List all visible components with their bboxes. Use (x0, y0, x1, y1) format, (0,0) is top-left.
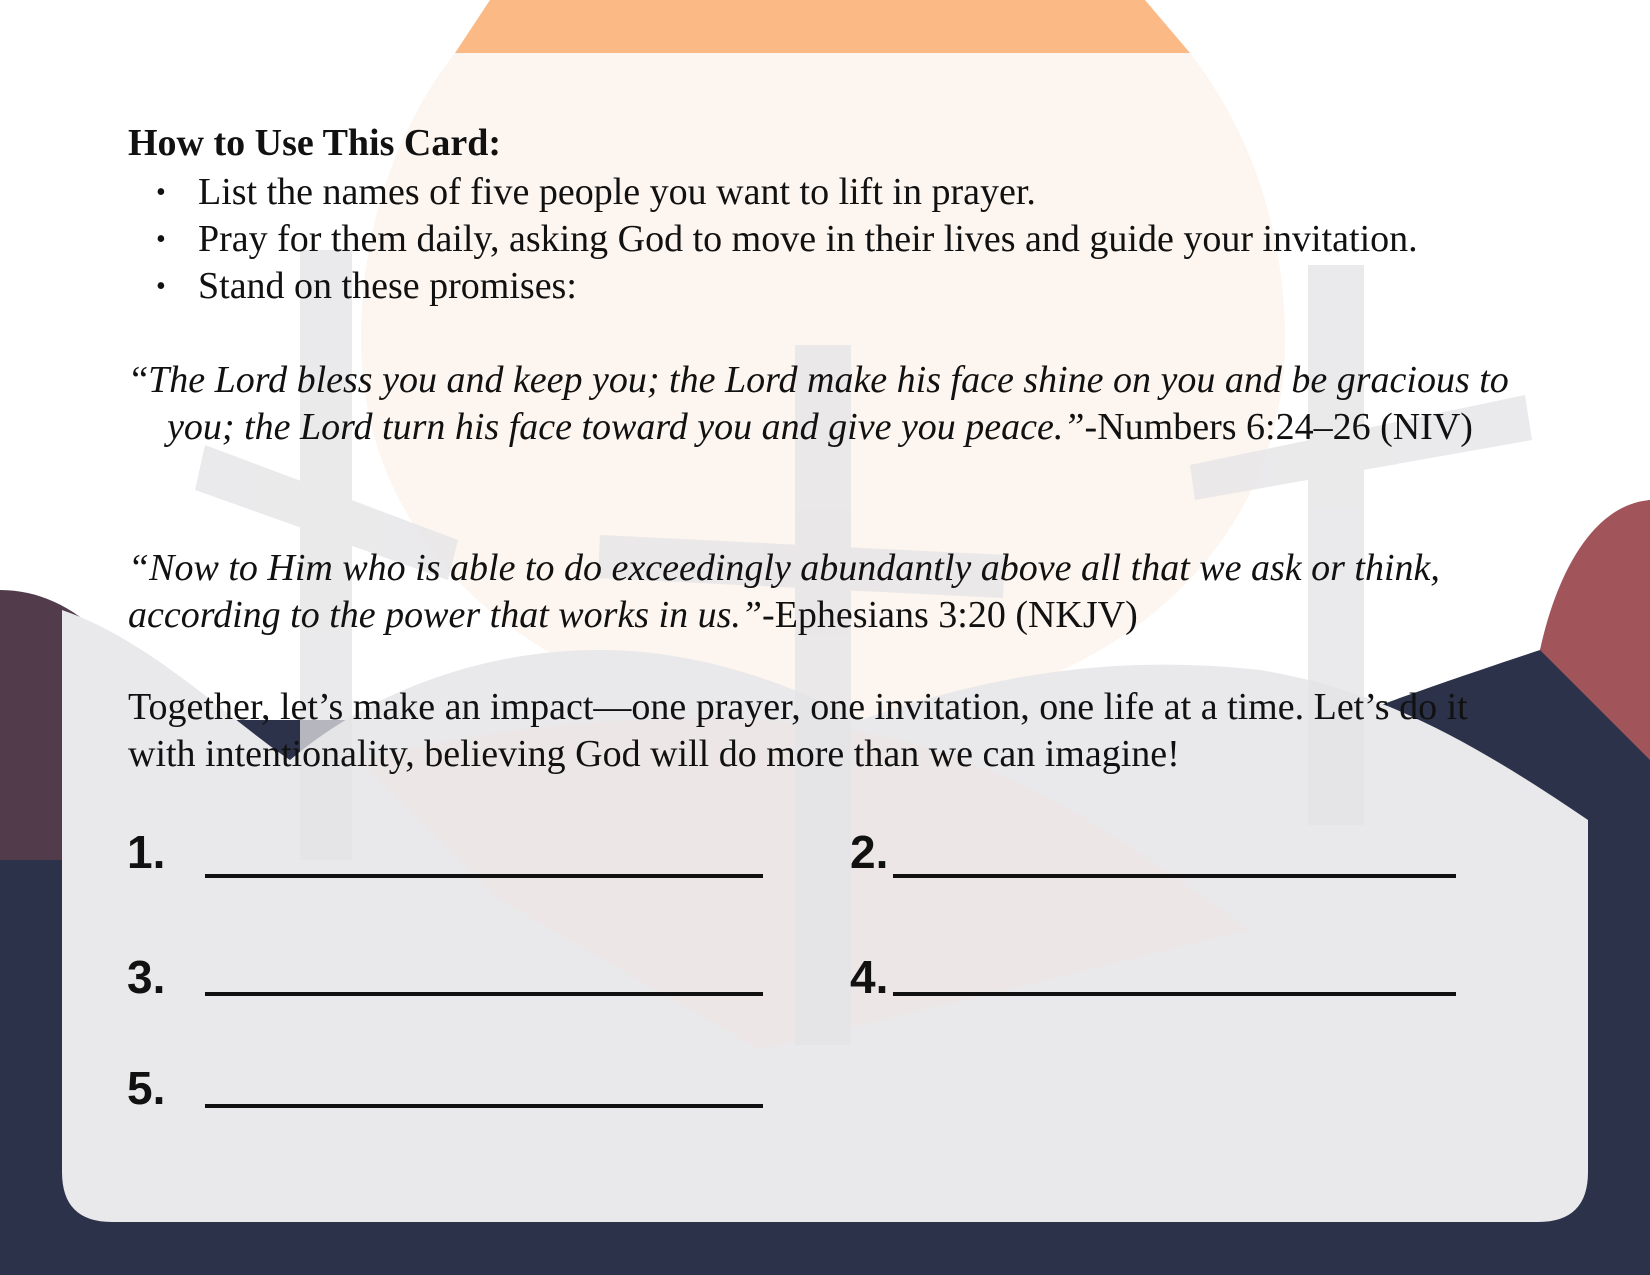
slot-number-5: 5. (127, 1062, 166, 1114)
slot-number-1: 1. (127, 826, 166, 878)
card-heading: How to Use This Card: (128, 122, 501, 164)
slot-number-2: 2. (850, 826, 889, 878)
verse-numbers (130, 357, 1510, 451)
closing-paragraph: Together, let’s make an impact—one prayer, one invitation, one life at a time. Let’s do it with intentionality, believing God will do more than we can imagine! (128, 686, 1468, 775)
verse-ephesians-text: “Now to Him who is able to do exceedingly abundantly above all that we ask or think, according to the power that works in us.” (128, 547, 1440, 636)
name-line-1[interactable] (205, 874, 763, 878)
name-line-5[interactable] (205, 1104, 763, 1108)
name-line-2[interactable] (893, 874, 1456, 878)
verse-numbers-text: The Lord bless you and keep you; the Lord make his face shine on you and be gracious to you; the Lord turn his face toward you and give you peace.” (148, 359, 1509, 448)
verse-open-quote: “ (131, 359, 149, 401)
name-line-3[interactable] (205, 992, 763, 996)
verse-ephesians (128, 545, 1528, 639)
verse-ephesians-reference: -Ephesians 3:20 (NKJV) (762, 594, 1138, 636)
instruction-item: • List the names of five people you want to lift in prayer. (152, 169, 1482, 216)
verse-numbers-reference: -Numbers 6:24–26 (NIV) (1084, 406, 1473, 448)
instruction-item: • Stand on these promises: (152, 263, 1482, 310)
slot-number-3: 3. (127, 951, 166, 1003)
instruction-item: • Pray for them daily, asking God to move in their lives and guide your invitation. (152, 216, 1482, 263)
instruction-list (152, 169, 1482, 310)
name-line-4[interactable] (893, 992, 1456, 996)
slot-number-4: 4. (850, 951, 889, 1003)
